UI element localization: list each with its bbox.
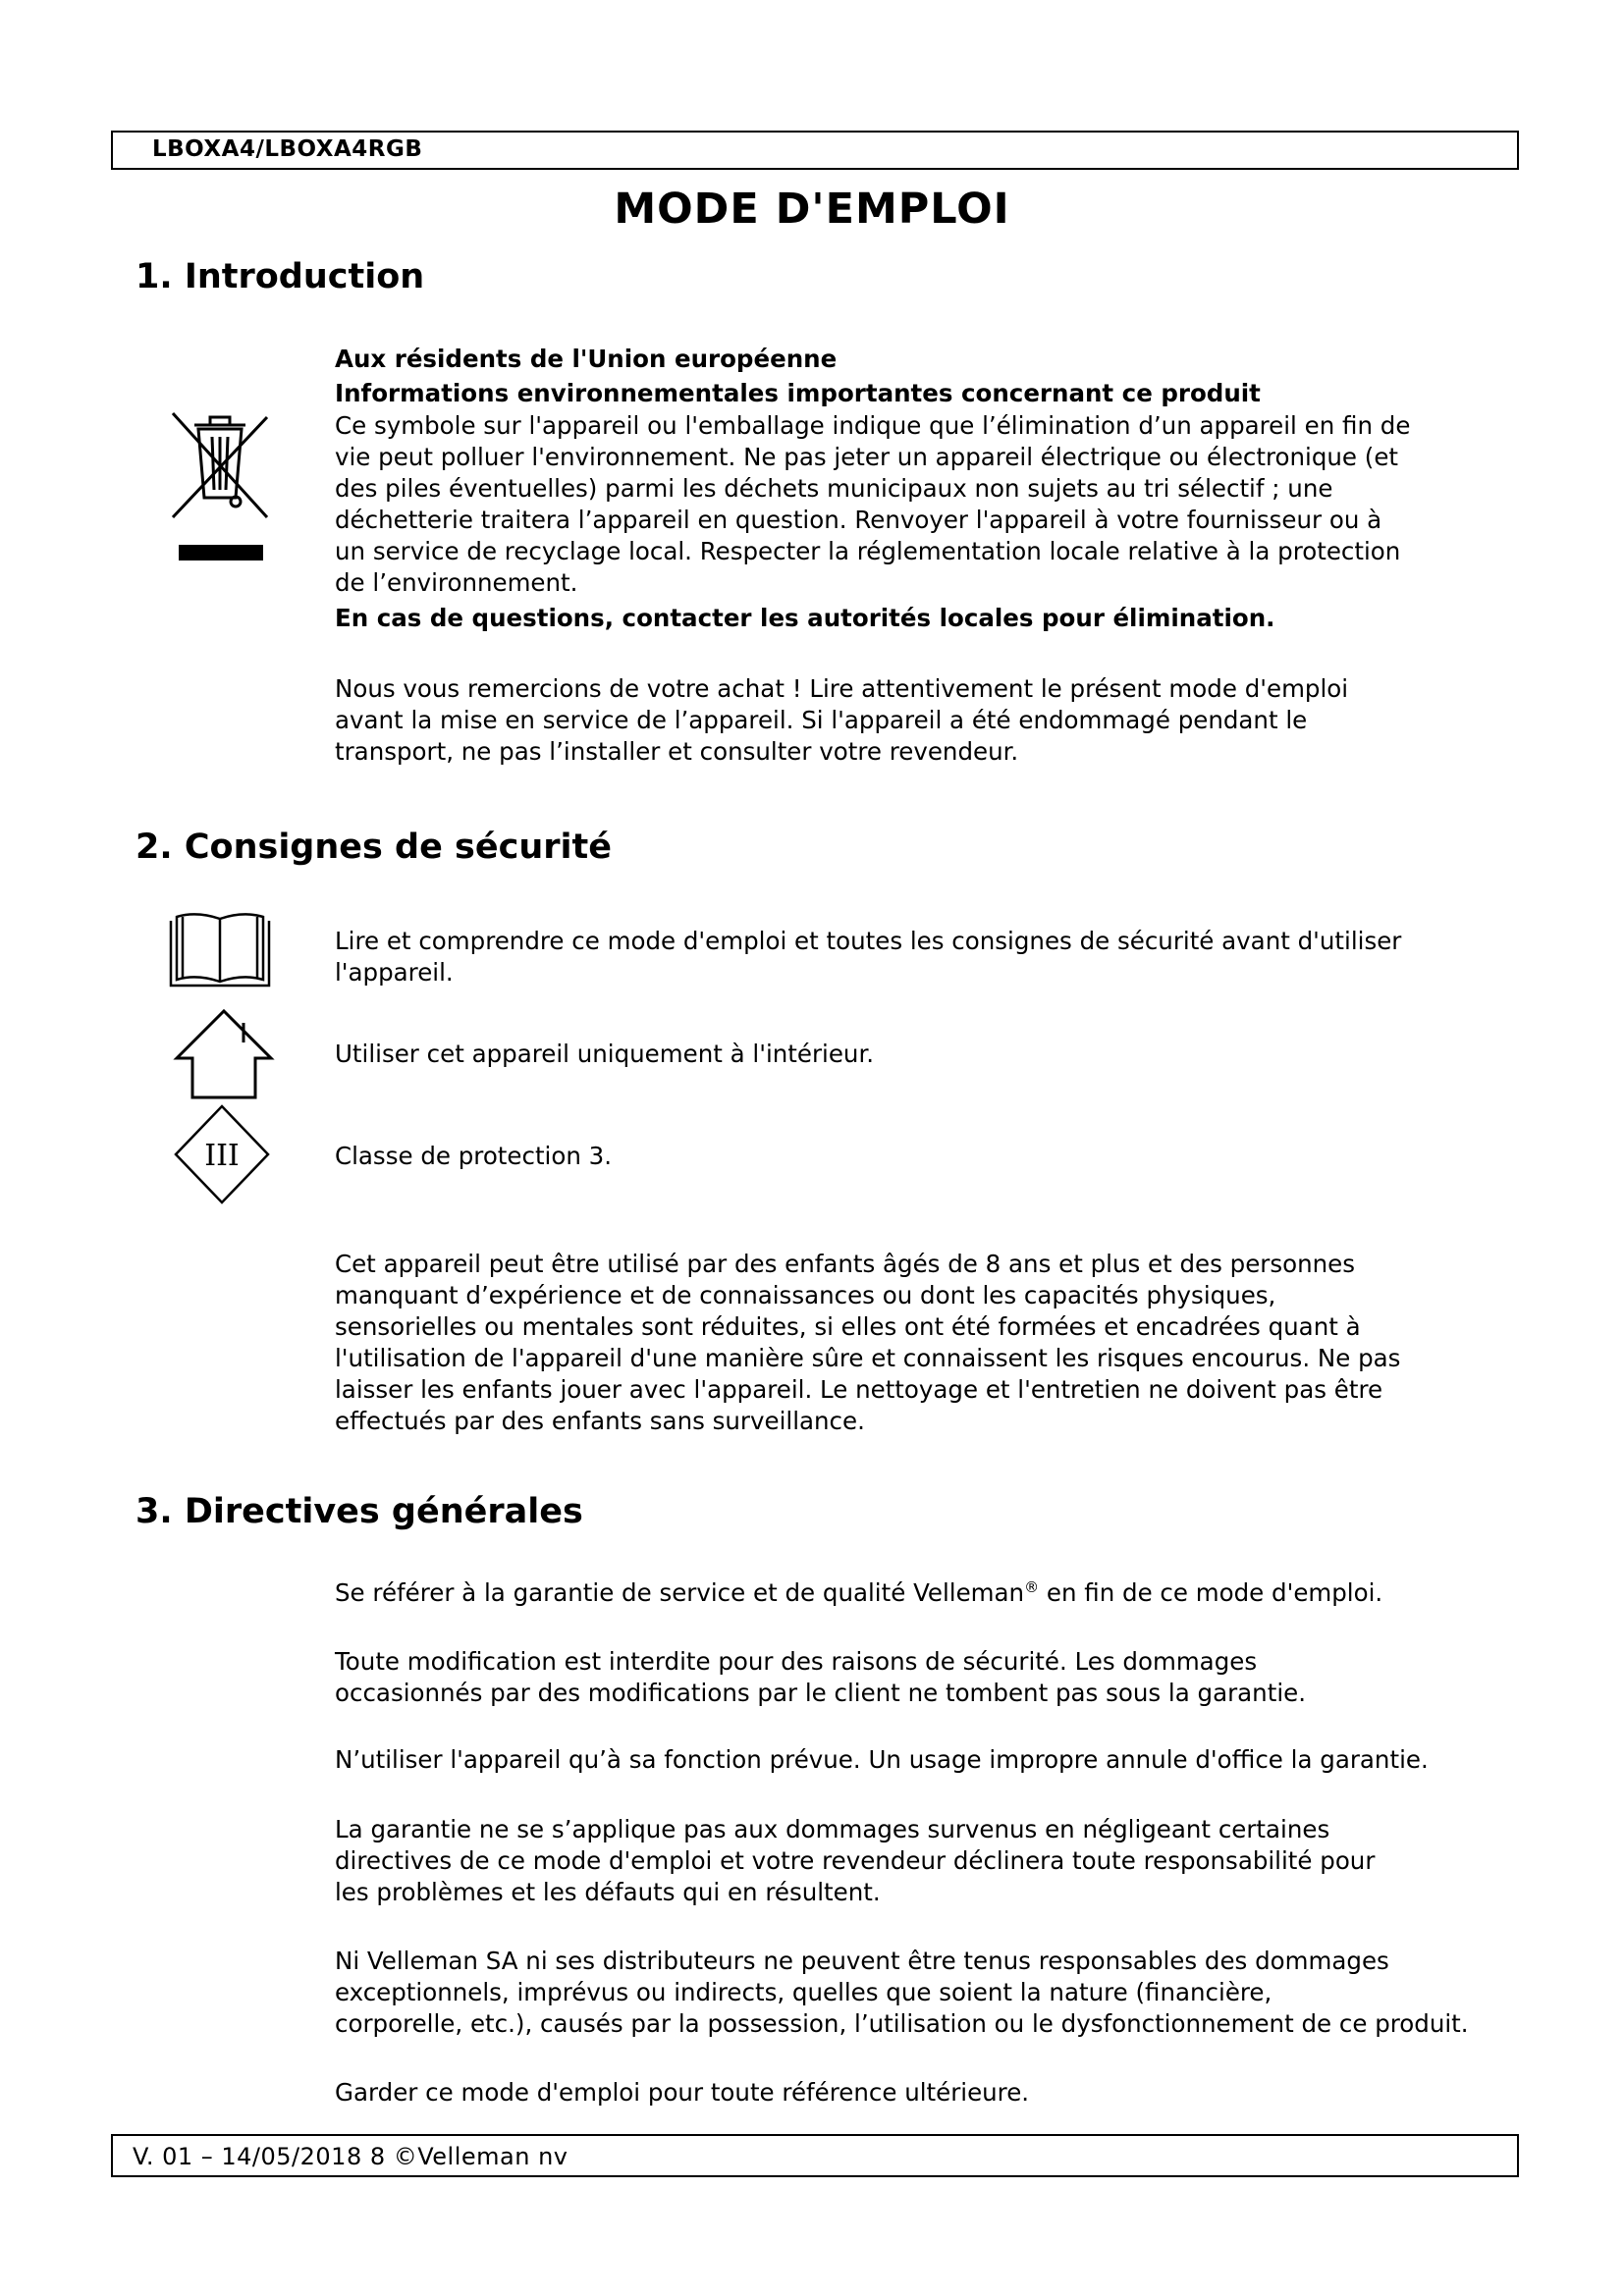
- eu-residents-title: Aux résidents de l'Union européenne: [335, 345, 838, 373]
- model-name: LBOXA4/LBOXA4RGB: [152, 136, 423, 162]
- section-1-heading: 1. Introduction: [135, 257, 425, 296]
- header-box: [111, 131, 1519, 170]
- text-line: avant la mise en service de l’appareil. Si l'appareil a été endommagé pendant le: [335, 706, 1308, 734]
- section-3-heading: 3. Directives générales: [135, 1492, 583, 1531]
- read-manual-icon: [167, 913, 273, 991]
- text-line: transport, ne pas l’installer et consulter votre revendeur.: [335, 737, 1019, 766]
- text-line: l'utilisation de l'appareil d'une manière sûre et connaissent les risques encourus. Ne pas: [335, 1344, 1401, 1372]
- class-3-symbol: III: [204, 1139, 240, 1173]
- text-line: Lire et comprendre ce mode d'emploi et toutes les consignes de sécurité avant d'utiliser: [335, 927, 1402, 955]
- registered-mark: ®: [1024, 1577, 1040, 1596]
- text-line: déchetterie traitera l’appareil en question. Renvoyer l'appareil à votre fournisseur ou à: [335, 506, 1382, 534]
- liability-paragraph: [335, 1946, 1493, 2040]
- text-line: manquant d’expérience et de connaissances ou dont les capacités physiques,: [335, 1281, 1276, 1309]
- children-paragraph: [335, 1249, 1493, 1437]
- protection-class-3-icon: [173, 1103, 271, 1205]
- text-line: sensorielles ou mentales sont réduites, si elles ont été formées et encadrées quant à: [335, 1312, 1361, 1341]
- text-line: occasionnés par des modifications par le client ne tombent pas sous la garantie.: [335, 1679, 1306, 1707]
- section-2-heading: 2. Consignes de sécurité: [135, 828, 612, 867]
- text-line: un service de recyclage local. Respecter la réglementation locale relative à la protection: [335, 537, 1401, 565]
- protection-class-text: Classe de protection 3.: [335, 1142, 613, 1170]
- text-line: les problèmes et les défauts qui en résultent.: [335, 1878, 881, 1906]
- text-line: corporelle, etc.), causés par la possession, l’utilisation ou le dysfonctionnement de ce produit.: [335, 2009, 1469, 2038]
- text-line: directives de ce mode d'emploi et votre revendeur déclinera toute responsabilité pour: [335, 1846, 1376, 1875]
- text-line: l'appareil.: [335, 958, 454, 987]
- text-line: Ce symbole sur l'appareil ou l'emballage indique que l’élimination d’un appareil en fin de: [335, 411, 1411, 440]
- guarantee-text-main: Se référer à la garantie de service et de qualité Velleman: [335, 1578, 1025, 1607]
- read-manual-text: [335, 926, 1493, 988]
- text-line: des piles éventuelles) parmi les déchets municipaux non sujets au tri sélectif ; une: [335, 474, 1333, 503]
- text-line: effectués par des enfants sans surveillance.: [335, 1407, 865, 1435]
- neglect-paragraph: [335, 1814, 1493, 1908]
- footer-text: V. 01 – 14/05/2018 8 ©Velleman nv: [133, 2143, 568, 2170]
- guarantee-text: [335, 1577, 1493, 1609]
- keep-manual-text: Garder ce mode d'emploi pour toute référence ultérieure.: [335, 2078, 1030, 2107]
- indoor-use-house-icon: [173, 1007, 275, 1101]
- text-line: vie peut polluer l'environnement. Ne pas jeter un appareil électrique ou électronique (et: [335, 443, 1399, 471]
- weee-bin-icon: [165, 407, 275, 564]
- page-title: MODE D'EMPLOI: [614, 185, 1010, 234]
- usage-text: N’utiliser l'appareil qu’à sa fonction prévue. Un usage impropre annule d'office la garantie.: [335, 1745, 1429, 1774]
- environment-info-title: Informations environnementales importantes concernant ce produit: [335, 379, 1261, 407]
- text-line: Nous vous remercions de votre achat ! Lire attentivement le présent mode d'emploi: [335, 674, 1349, 703]
- text-line: Cet appareil peut être utilisé par des enfants âgés de 8 ans et plus et des personnes: [335, 1250, 1356, 1278]
- text-line: laisser les enfants jouer avec l'appareil. Le nettoyage et l'entretien ne doivent pas être: [335, 1375, 1383, 1404]
- modification-paragraph: [335, 1646, 1493, 1709]
- disposal-note: En cas de questions, contacter les autorités locales pour élimination.: [335, 604, 1275, 632]
- text-line: Toute modification est interdite pour des raisons de sécurité. Les dommages: [335, 1647, 1258, 1676]
- text-line: La garantie ne se s’applique pas aux dommages survenus en négligeant certaines: [335, 1815, 1330, 1843]
- guarantee-text-end: en fin de ce mode d'emploi.: [1039, 1578, 1383, 1607]
- weee-paragraph: [335, 410, 1493, 599]
- text-line: exceptionnels, imprévus ou indirects, quelles que soient la nature (financière,: [335, 1978, 1272, 2006]
- text-line: Ni Velleman SA ni ses distributeurs ne peuvent être tenus responsables des dommages: [335, 1947, 1389, 1975]
- indoor-use-text: Utiliser cet appareil uniquement à l'intérieur.: [335, 1040, 875, 1068]
- footer-box: [111, 2134, 1519, 2177]
- text-line: de l’environnement.: [335, 568, 578, 597]
- thanks-paragraph: [335, 673, 1493, 768]
